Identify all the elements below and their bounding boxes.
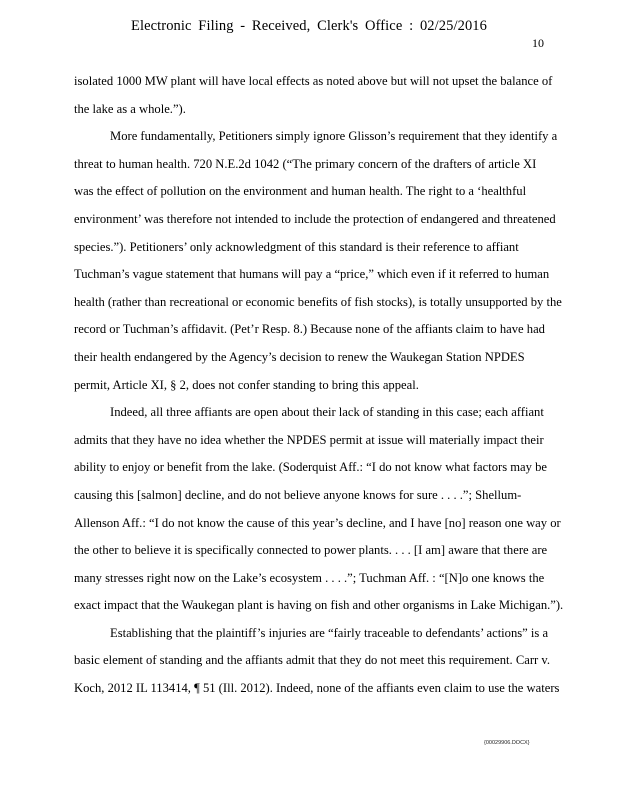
text-line: environment’ was therefore not intended to include the protection of endangered and threatened (74, 211, 556, 226)
text-line: their health endangered by the Agency’s decision to renew the Waukegan Station NPDES (74, 349, 525, 364)
paragraph-start-line: Establishing that the plaintiff’s injuries are “fairly traceable to defendants’ actions” is a (110, 625, 549, 640)
text-line: Koch, 2012 IL 113414, ¶ 51 (Ill. 2012). Indeed, none of the affiants even claim to use the waters (74, 681, 560, 696)
text-line: was the effect of pollution on the environment and human health. The right to a ‘healthful (74, 184, 527, 199)
paragraph-start-line: Indeed, all three affiants are open about their lack of standing in this case; each affiant (110, 405, 544, 420)
paragraph-start-line: More fundamentally, Petitioners simply ignore Glisson’s requirement that they identify a (110, 129, 558, 144)
filing-stamp-header: Electronic Filing - Received, Clerk's Office : 02/25/2016 (130, 18, 488, 34)
text-line: species.”). Petitioners’ only acknowledgment of this standard is their reference to affiant (74, 239, 519, 254)
text-line: isolated 1000 MW plant will have local effects as noted above but will not upset the balance of (74, 74, 553, 88)
page-number: 10 (532, 36, 544, 50)
text-line: health (rather than recreational or economic benefits of fish stocks), is totally unsupported by the (74, 294, 562, 309)
text-line: many stresses right now on the Lake’s ecosystem . . . .”; Tuchman Aff. : “[N]o one knows the (74, 570, 545, 585)
text-line: admits that they have no idea whether the NPDES permit at issue will materially impact their (74, 432, 544, 447)
text-line: Allenson Aff.: “I do not know the cause of this year’s decline, and I have [no] reason one way or (74, 515, 561, 530)
text-line: ability to enjoy or benefit from the lake. (Soderquist Aff.: “I do not know what factors may be (74, 460, 547, 475)
text-line: permit, Article XI, § 2, does not confer standing to bring this appeal. (74, 377, 419, 392)
text-line: record or Tuchman’s affidavit. (Pet’r Resp. 8.) Because none of the affiants claim to have had (74, 322, 545, 337)
document-body (74, 68, 599, 703)
text-line: threat to human health. 720 N.E.2d 1042 (“The primary concern of the drafters of article XI (74, 156, 537, 171)
document-id-footer: {00029906.DOCX} (484, 740, 530, 746)
text-line: exact impact that the Waukegan plant is having on fish and other organisms in Lake Michigan.”). (74, 598, 564, 613)
text-line: basic element of standing and the affiants admit that they do not meet this requirement. Carr v. (74, 653, 550, 668)
text-line: the lake as a whole.”). (74, 101, 186, 116)
text-line: causing this [salmon] decline, and do not believe anyone knows for sure . . . .”; Shellum- (74, 487, 522, 502)
text-line: Tuchman’s vague statement that humans will pay a “price,” which even if it referred to human (74, 267, 550, 282)
text-line: the other to believe it is specifically connected to power plants. . . . [I am] aware that there are (74, 543, 548, 558)
